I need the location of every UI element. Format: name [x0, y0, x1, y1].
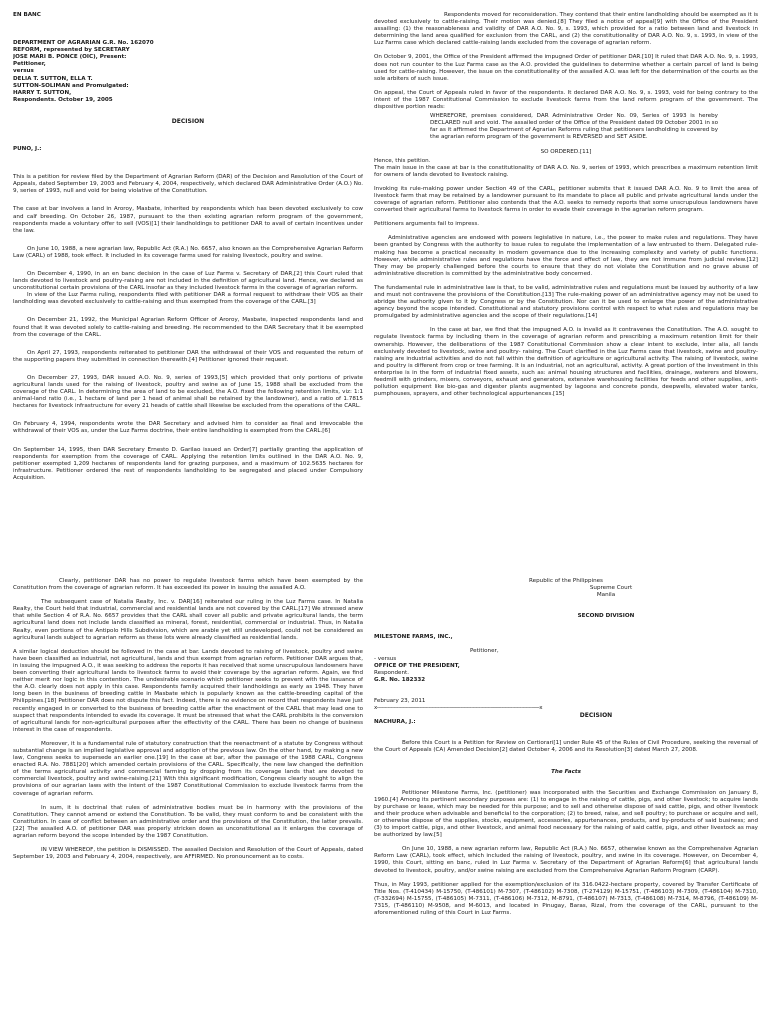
- paragraph: Petitioners arguments fail to impress.: [374, 221, 480, 228]
- caption-line: Respondents. October 19, 2005: [13, 96, 113, 103]
- doc1-right-column: [374, 12, 758, 572]
- paragraph: Thus, in May 1993, petitioner applied for the exemption/exclusion of its 316.0422-hectare property, covered by Transfer Certificate of Title Nos. (T-410434) M-15750, (T-486101) M-7307, (T-486102) M-7308, (T-274129) M-15751, (T-486103) M-7309, (T-486104) M-7310, (T-332694) M-15755, (T-486105) M-7311, (T-486106) M-7312, M-8791, (T-486107) M-7313, (T-486108) M-7314, M-8796, (T-486109) M-7315, (T-486110) M-9508, and M-6013, and located in Pinugay, Baras, Rizal, from the coverage of the CARL, pursuant to the aforementioned ruling of this Court in Luz Farms.: [374, 881, 758, 916]
- paragraph: Hence, this petition.: [374, 157, 431, 164]
- court-label: EN BANC: [13, 12, 41, 18]
- doc2-column: [374, 578, 758, 1024]
- court-header: Supreme Court: [589, 585, 633, 592]
- paragraph: Before this Court is a Petition for Review on Certiorari[1] under Rule 45 of the Rules of Civil Procedure, seeking the reversal of the Court of Appeals (CA) Amended Decision[2] dated October 4, 2006 and its Resolution[3] dated March 27, 2008.: [374, 740, 758, 754]
- facts-heading: The Facts: [551, 768, 581, 775]
- paragraph: This is a petition for review filed by the Department of Agrarian Reform (DAR) of the Decision and Resolution of the Court of Appeals, dated September 19, 2003 and February 4, 2004, respectively, which declared DAR Administrative Order (A.O.) No. 9, series of 1993, null and void for being violative of the Constitution.: [13, 174, 363, 195]
- paragraph: On December 21, 1992, the Municipal Agrarian Reform Officer of Aroroy, Masbate, inspected respondents land and found that it was devoted solely to cattle-raising and breeding. He recommended to the DAR Secretary that it be exempted from the coverage of the CARL.: [13, 317, 363, 338]
- paragraph: The subsequent case of Natalia Realty, Inc. v. DAR[16] reiterated our ruling in the Luz Farms case. In Natalia Realty, the Court held that industrial, commercial and residential lands are not covered by the CARL.[17] We stressed anew that while Section 4 of R.A. No. 6657 provides that the CARL shall cover all public and private agricultural lands, the term agricultural land does not include lands classified as mineral, forest, residential, commercial or industrial. Thus, in Natalia Realty, even portions of the Antipolo Hills Subdivision, which are arable yet still undeveloped, could not be considered as agricultural lands subject to agrarian reform as these lots were already classified as residential lands.: [13, 599, 363, 641]
- paragraph: Clearly, petitioner DAR has no power to regulate livestock farms which have been exempted by the Constitution from the coverage of agrarian reform. It has exceeded its power in issuing the assailed A.O.: [13, 578, 363, 592]
- paragraph: Invoking its rule-making power under Section 49 of the CARL, petitioner submits that it issued DAR A.O. No. 9 to limit the area of livestock farm that may be retained by a landowner pursuant to its mandate to place all public and private agricultural lands under the coverage of agrarian reform. Petitioner also contends that the A.O. seeks to remedy reports that some unscrupulous landowners have converted their agricultural farms to livestock farms in order to evade their coverage in the agrarian reform program.: [374, 185, 758, 214]
- paragraph: On February 4, 1994, respondents wrote the DAR Secretary and advised him to consider as final and irrevocable the withdrawal of their VOS as, under the Luz Farms doctrine, their entire landholding is exempted from the CARL.[6]: [13, 421, 363, 435]
- paragraph: In view of the Luz Farms ruling, respondents filed with petitioner DAR a formal request to withdraw their VOS as their landholding was devoted exclusively to cattle-raising and thus exempted from the coverage of the CARL.[3]: [13, 292, 363, 306]
- paragraph: A similar logical deduction should be followed in the case at bar. Lands devoted to raising of livestock, poultry and swine have been classified as industrial, not agricultural, lands and thus exempt from agrarian reform. Petitioner DAR argues that, in issuing the impugned A.O., it was seeking to address the reports it has received that some unscrupulous landowners have been converting their agricultural lands to livestock farms to avoid their coverage by the agrarian reform. Again, we find neither merit nor logic in this contention. The undesirable scenario which petitioner seeks to prevent with the issuance of the A.O. clearly does not apply in this case. Respondents family acquired their landholdings as early as 1948. They have long been in the business of breeding cattle in Masbate which is popularly known as the cattle-breeding capital of the Philippines.[18] Petitioner DAR does not dispute this fact. Indeed, there is no evidence on record that respondents have just recently engaged in or converted to the business of breeding cattle after the enactment of the CARL that may lead one to suspect that respondents intended to evade its coverage. It must be stressed that what the CARL prohibits is the conversion of agricultural lands for non-agricultural purposes after the effectivity of the CARL. There has been no change of business interest in the case of respondents.: [13, 648, 363, 733]
- paragraph: On June 10, 1988, a new agrarian law, Republic Act (R.A.) No. 6657, also known as the Comprehensive Agrarian Reform Law (CARL) of 1988, took effect. It included in its coverage farms used for raising livestock, poultry and swine.: [13, 245, 363, 259]
- decision-heading: DECISION: [579, 712, 613, 720]
- republic-header: Republic of the Philippines: [529, 578, 603, 584]
- decision-heading: DECISION: [171, 117, 205, 125]
- paragraph: On September 14, 1995, then DAR Secretary Ernesto D. Garilao issued an Order[7] partially granting the application of respondents for exemption from the coverage of CARL. Applying the retention limits outlined in the DAR A.O. No. 9, petitioner exempted 1,209 hectares of respondents land for grazing purposes, and a maximum of 102.5635 hectares for infrastructure. Petitioner ordered the rest of respondents landholding to be segregated and placed under Compulsory Acquisition.: [13, 446, 363, 481]
- doc1-continued-column: [13, 578, 363, 1024]
- respondent-name: OFFICE OF THE PRESIDENT,: [374, 662, 460, 669]
- paragraph: Petitioner Milestone Farms, Inc. (petitioner) was incorporated with the Securities and Exchange Commission on January 8, 1960.[4] Among its pertinent secondary purposes are: (1) to engage in the raising of cattle, pigs, and other livestock; to acquire lands by purchase or lease, which may be needed for this purpose; and to sell and otherwise dispose of said cattle, pigs, and other livestock and their produce when advisable and beneficial to the corporation; (2) to breed, raise, and sell poultry; to purchase or acquire and sell, or otherwise dispose of the supplies, stocks, equipment, accessories, appurtenances, products, and by-products of said business; and (3) to import cattle, pigs, and other livestock, and animal food necessary for the raising of said cattle, pigs, and other livestock as may be authorized by law.[5]: [374, 789, 758, 839]
- caption-line: REFORM, represented by SECRETARY: [13, 47, 130, 54]
- paragraph: On April 27, 1993, respondents reiterated to petitioner DAR the withdrawal of their VOS and requested the return of the supporting papers they submitted in connection therewith.[4] Petitioner ignored their request.: [13, 349, 363, 363]
- caption-line: Petitioner,: [13, 61, 46, 68]
- paragraph: Administrative agencies are endowed with powers legislative in nature, i.e., the power to make rules and regulations. They have been granted by Congress with the authority to issue rules to regulate the implementation of a law entrusted to them. Delegated rule-making has become a practical necessity in modern governance due to the increasing complexity and variety of public functions. However, while administrative rules and regulations have the force and effect of law, they are not immune from judicial review.[12] They may be properly challenged before the courts to ensure that they do not violate the Constitution and no grave abuse of administrative discretion is committed by the administrative body concerned.: [374, 235, 758, 277]
- gr-number: G.R. No. 182332: [374, 676, 426, 683]
- caption-line: DELIA T. SUTTON, ELLA T.: [13, 75, 93, 82]
- so-ordered: SO ORDERED.[11]: [540, 148, 592, 155]
- paragraph: On December 4, 1990, in an en banc decision in the case of Luz Farms v. Secretary of DAR,[2] this Court ruled that lands devoted to livestock and poultry-raising are not included in the definition of agricultural land. Hence, we declared as unconstitutional certain provisions of the CARL insofar as they included livestock farms in the coverage of agrarian reform.: [13, 270, 363, 292]
- paragraph: On October 9, 2001, the Office of the President affirmed the impugned Order of petitioner DAR.[10] It ruled that DAR A.O. No. 9, s. 1993, does not run counter to the Luz Farms case as the A.O. provided the guidelines to determine whether a certain parcel of land is being used for cattle-raising. However, the issue on the constitutionality of the assailed A.O. was left for the determination of the courts as the sole arbiters of such issue.: [374, 54, 758, 82]
- paragraph: On December 27, 1993, DAR issued A.O. No. 9, series of 1993,[5] which provided that only portions of private agricultural lands used for the raising of livestock, poultry and swine as of June 15, 1988 shall be excluded from the coverage of the CARL. In determining the area of land to be excluded, the A.O. fixed the following retention limits, viz: 1:1 animal-land ratio (i.e., 1 hectare of land per 1 head of animal shall be retained by the landowner), and a ratio of 1.7815 hectares for livestock infrastructure for every 21 heads of cattle shall likewise be excluded from the operations of the CARL.: [13, 374, 363, 410]
- caption-line: HARRY T. SUTTON,: [13, 89, 72, 96]
- block-quote: WHEREFORE, premises considered, DAR Administrative Order No. 09, Series of 1993 is hereby DECLARED null and void. The assailed order of the Office of the President dated 09 October 2001 in so far as it affirmed the Department of Agrarian Reforms ruling that petitioners landholding is covered by the agrarian reform program of the government is REVERSED and SET ASIDE.: [430, 113, 718, 141]
- doc1-left-column: [13, 12, 363, 542]
- ponente: NACHURA, J.:: [374, 719, 416, 726]
- city-header: Manila: [596, 592, 616, 599]
- paragraph: The case at bar involves a land in Aroroy, Masbate, inherited by respondents which has been devoted exclusively to cow and calf breeding. On October 26, 1987, pursuant to the then existing agrarian reform program of the government, respondents made a voluntary offer to sell (VOS)[1] their landholdings to petitioner DAR to avail of certain incentives under the law.: [13, 206, 363, 234]
- petitioner-label: Petitioner,: [470, 648, 499, 655]
- paragraph: The main issue in the case at bar is the constitutionality of DAR A.O. No. 9, series of 1993, which prescribes a maximum retention limit for owners of lands devoted to livestock raising.: [374, 164, 758, 178]
- paragraph: Respondents moved for reconsideration. They contend that their entire landholding should be exempted as it is devoted exclusively to cattle-raising. Their motion was denied.[8] They filed a notice of appeal[9] with the Office of the President assailing: (1) the reasonableness and validity of DAR A.O. No. 9, s. 1993, which provided for a ratio between land and livestock in determining the land area qualified for exclusion from the CARL, and (2) the constitutionality of DAR A.O. No. 9, s. 1993, in view of the Luz Farms case which declared cattle-raising lands excluded from the coverage of agrarian reform.: [374, 12, 758, 47]
- ponente: PUNO, J.:: [13, 146, 42, 153]
- case-caption: [13, 40, 363, 104]
- caption-line: SUTTON-SOLIMAN and Promulgated:: [13, 82, 129, 89]
- promulgation-date: February 23, 2011: [374, 697, 426, 704]
- caption-line: versus: [13, 68, 34, 75]
- versus-label: - versus: [374, 655, 397, 662]
- paragraph: Moreover, it is a fundamental rule of statutory construction that the reenactment of a statute by Congress without substantial change is an implied legislative approval and adoption of the previous law. On the other hand, by making a new law, Congress seeks to supersede an earlier one.[19] In the case at bar, after the passage of the 1988 CARL, Congress enacted R.A. No. 7881[20] which amended certain provisions of the CARL. Specifically, the new law changed the definition of the terms agricultural activity and commercial farming by dropping from its coverage lands that are devoted to commercial livestock, poultry and swine-raising.[21] With this significant modification, Congress clearly sought to align the provisions of our agrarian laws with the intent of the 1987 Constitutional Commission to exclude livestock farms from the coverage of agrarian reform.: [13, 740, 363, 797]
- petitioner-name: MILESTONE FARMS, INC.,: [374, 634, 453, 641]
- respondent-label: Respondent.: [374, 669, 410, 676]
- paragraph: On appeal, the Court of Appeals ruled in favor of the respondents. It declared DAR A.O. No. 9, s. 1993, void for being contrary to the intent of the 1987 Constitutional Commission to exclude livestock farms from the land reform program of the government. The dispositive portion reads:: [374, 89, 758, 111]
- paragraph: IN VIEW WHEREOF, the petition is DISMISSED. The assailed Decision and Resolution of the Court of Appeals, dated September 19, 2003 and February 4, 2004, respectively, are AFFIRMED. No pronouncement as to costs.: [13, 847, 363, 861]
- caption-line: DEPARTMENT OF AGRARIAN G.R. No. 162070: [13, 40, 154, 47]
- division-label: SECOND DIVISION: [577, 613, 635, 620]
- paragraph: On June 10, 1988, a new agrarian reform law, Republic Act (R.A.) No. 6657, otherwise known as the Comprehensive Agrarian Reform Law (CARL), took effect, which included the raising of livestock, poultry, and swine in its coverage. However, on December 4, 1990, this Court, sitting en banc, ruled in Luz Farms v. Secretary of the Department of Agrarian Reform[6] that agricultural lands devoted to livestock, poultry, and/or swine raising are excluded from the Comprehensive Agrarian Reform Program (CARP).: [374, 846, 758, 874]
- separator: x-----------------------------------------------------------------------------------------------------------x: [374, 705, 543, 712]
- paragraph: The fundamental rule in administrative law is that, to be valid, administrative rules and regulations must be issued by authority of a law and must not contravene the provisions of the Constitution.[13] The rule-making power of an administrative agency may not be used to abridge the authority given to it by Congress or by the Constitution. Nor can it be used to enlarge the power of the administrative agency beyond the scope intended. Constitutional and statutory provisions control with respect to what rules and regulations may be promulgated by administrative agencies and the scope of their regulations.[14]: [374, 284, 758, 320]
- caption-line: JOSE MARI B. PONCE (OIC), Present:: [13, 54, 127, 61]
- paragraph: In the case at bar, we find that the impugned A.O. is invalid as it contravenes the Constitution. The A.O. sought to regulate livestock farms by including them in the coverage of agrarian reform and prescribing a maximum retention limit for their ownership. However, the deliberations of the 1987 Constitutional Commission show a clear intent to exclude, inter alia, all lands exclusively devoted to livestock, swine and poultry- raising. The Court clarified in the Luz Farms case that livestock, swine and poultry-raising are industrial activities and do not fall within the definition of agriculture or agricultural activity. The raising of livestock, swine and poultry is different from crop or tree farming. It is an industrial, not an agricultural, activity. A great portion of the investment in this enterprise is in the form of industrial fixed assets, such as: animal housing structures and facilities, drainage, waterers and blowers, feedmill with grinders, mixers, conveyors, exhaust and generators, extensive warehousing facilities for feeds and other supplies, anti-pollution equipment like bio-gas and digester plants augmented by lagoons and concrete ponds, deepwells, elevated water tanks, pumphouses, sprayers, and other technological appurtenances.[15]: [374, 327, 758, 398]
- paragraph: In sum, it is doctrinal that rules of administrative bodies must be in harmony with the provisions of the Constitution. They cannot amend or extend the Constitution. To be valid, they must conform to and be consistent with the Constitution. In case of conflict between an administrative order and the provisions of the Constitution, the latter prevails.[22] The assailed A.O. of petitioner DAR was properly stricken down as unconstitutional as it enlarges the coverage of agrarian reform beyond the scope intended by the 1987 Constitution.: [13, 804, 363, 839]
